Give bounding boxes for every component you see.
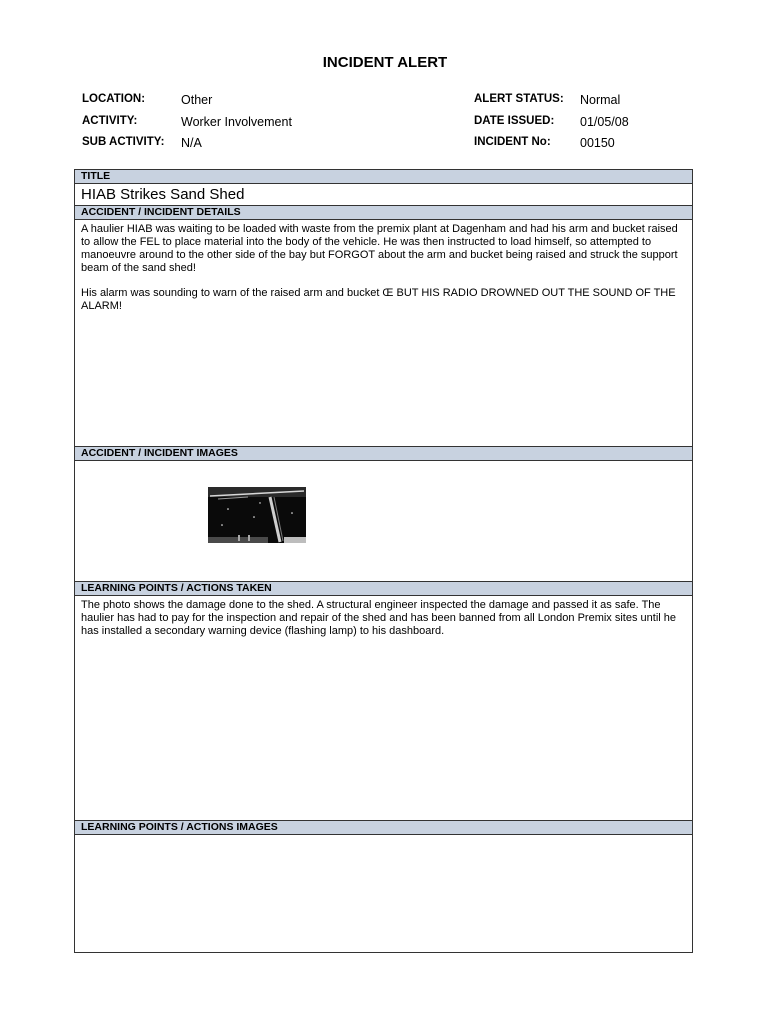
location-label: LOCATION: [82, 93, 146, 105]
incident-no-label: INCIDENT No: [474, 136, 551, 148]
sub-activity-label: SUB ACTIVITY: [82, 136, 165, 148]
section-heading-details: ACCIDENT / INCIDENT DETAILS [75, 205, 692, 220]
incident-title: HIAB Strikes Sand Shed [81, 186, 245, 203]
page-title: INCIDENT ALERT [322, 54, 448, 71]
activity-label: ACTIVITY: [82, 115, 138, 127]
details-paragraph-2: His alarm was sounding to warn of the raised arm and bucket Œ BUT HIS RADIO DROWNED OUT THE SOUND OF THE ALARM! [81, 287, 676, 312]
section-heading-title: TITLE [75, 170, 692, 184]
section-heading-learning-points: LEARNING POINTS / ACTIONS TAKEN [75, 581, 692, 596]
location-value: Other [181, 93, 213, 107]
incident-form [74, 169, 693, 953]
section-heading-learning-images: LEARNING POINTS / ACTIONS IMAGES [75, 820, 692, 835]
sub-activity-value: N/A [181, 136, 202, 150]
incident-photo [208, 487, 306, 543]
date-issued-label: DATE ISSUED: [474, 115, 555, 127]
alert-status-value: Normal [580, 93, 621, 107]
incident-no-value: 00150 [580, 136, 615, 150]
section-heading-images: ACCIDENT / INCIDENT IMAGES [75, 446, 692, 461]
learning-paragraph: The photo shows the damage done to the shed. A structural engineer inspected the damage and passed it as safe. The haulier has had to pay for the inspection and repair of the shed and has been banned from all London Premix sites until he has installed a secondary warning device (flashing lamp) to his dashboard. [81, 599, 676, 637]
activity-value: Worker Involvement [181, 115, 292, 129]
details-paragraph-1: A haulier HIAB was waiting to be loaded with waste from the premix plant at Dagenham and had his arm and bucket raised to allow the FEL to place material into the body of the vehicle. He was then instructed to load himself, so attempted to manoeuvre around to the other side of the bay but FORGOT about the arm and bucket being raised and struck the support beam of the sand shed! [81, 223, 678, 274]
alert-status-label: ALERT STATUS: [474, 93, 564, 105]
date-issued-value: 01/05/08 [580, 115, 629, 129]
